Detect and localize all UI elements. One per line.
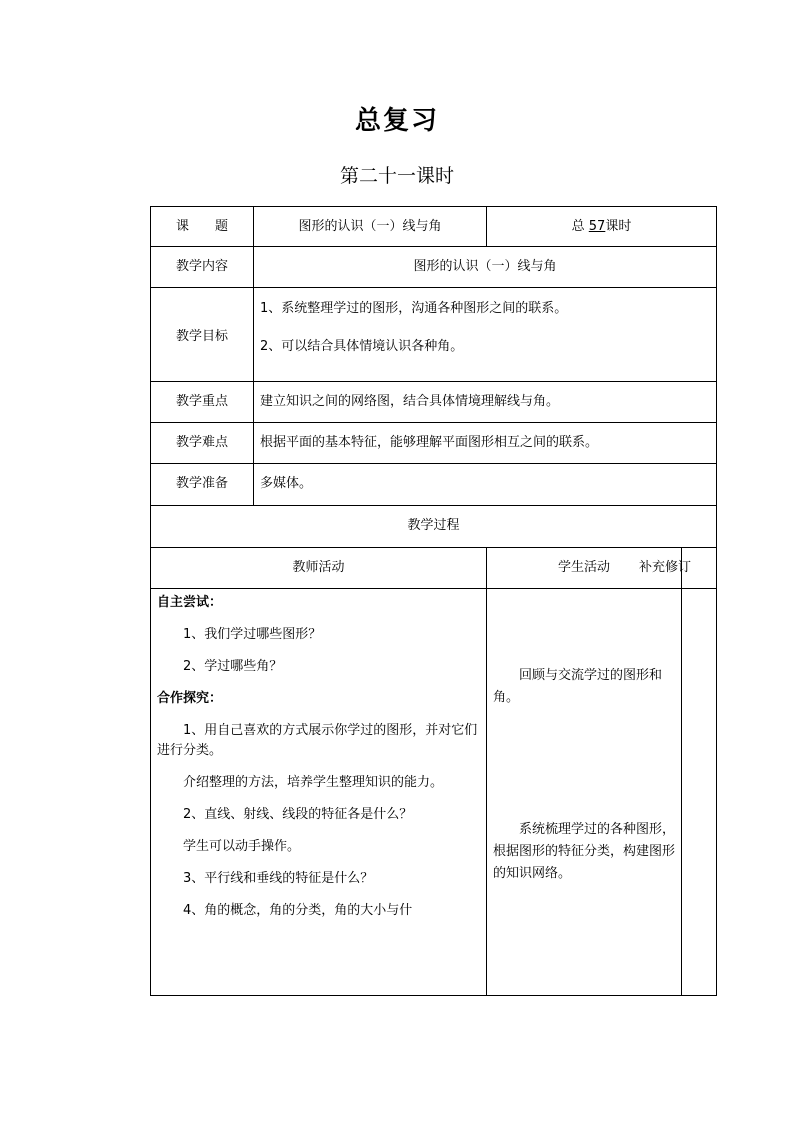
- section-heading: 合作探究：: [157, 691, 223, 706]
- lesson-number: 第二十一课时: [339, 165, 454, 187]
- teacher-item: 介绍整理的方法，培养学生整理知识的能力。: [183, 775, 444, 790]
- objective-item: 1、系统整理学过的图形，沟通各种图形之间的联系。: [260, 301, 568, 316]
- objective-item: 2、可以结合具体情境认识各种角。: [260, 339, 464, 354]
- teacher-item: 学生可以动手操作。: [183, 839, 301, 854]
- student-item: 回顾与交流学过的图形和角。: [493, 668, 663, 705]
- difficulties-label: 教学难点: [151, 423, 254, 464]
- topic-label: 课 题: [151, 207, 254, 247]
- process-body-row: [151, 589, 717, 996]
- teacher-item: 1、我们学过哪些图形？: [183, 627, 322, 642]
- process-header-row: [151, 506, 717, 548]
- key-points-value: 建立知识之间的网络图，结合具体情境理解线与角。: [254, 382, 717, 423]
- topic-row: [151, 207, 717, 247]
- preparation-label: 教学准备: [151, 464, 254, 506]
- teacher-item: 2、直线、射线、线段的特征各是什么？: [183, 807, 413, 822]
- teacher-item: 2、学过哪些角？: [183, 659, 283, 674]
- total-suffix: 课时: [605, 219, 632, 234]
- teacher-item: 1、用自己喜欢的方式展示你学过的图形，并对它们进行分类。: [157, 723, 478, 758]
- topic-value: 图形的认识（一）线与角: [254, 207, 487, 247]
- content-label: 教学内容: [151, 247, 254, 288]
- column-header-row: [151, 548, 717, 589]
- content-value: 图形的认识（一）线与角: [254, 247, 717, 288]
- preparation-row: [151, 464, 717, 506]
- total-number: 57: [588, 219, 606, 234]
- teacher-column-header: 教师活动: [151, 548, 487, 589]
- document-title: 总复习: [354, 106, 439, 136]
- student-activity-cell: [487, 589, 682, 996]
- teacher-item: 4、角的概念，角的分类，角的大小与什: [183, 903, 413, 918]
- objectives-label: 教学目标: [151, 288, 254, 382]
- teacher-item: 3、平行线和垂线的特征是什么？: [183, 871, 374, 886]
- objectives-row: [151, 288, 717, 382]
- total-prefix: 总: [571, 219, 589, 234]
- student-item: 系统梳理学过的各种图形，根据图形的特征分类，构建图形的知识网络。: [493, 822, 676, 881]
- revision-cell: [682, 589, 717, 996]
- difficulties-value: 根据平面的基本特征，能够理解平面图形相互之间的联系。: [254, 423, 717, 464]
- section-heading: 自主尝试：: [157, 595, 223, 610]
- student-column-header: 学生活动: [487, 548, 682, 589]
- preparation-value: 多媒体。: [254, 464, 717, 506]
- teacher-activity-cell: [151, 589, 487, 996]
- key-points-label: 教学重点: [151, 382, 254, 423]
- objectives-value: [254, 288, 717, 382]
- difficulties-row: [151, 423, 717, 464]
- key-points-row: [151, 382, 717, 423]
- revision-column-header: 补充修订: [682, 548, 717, 589]
- lesson-plan-table: [150, 206, 717, 996]
- content-row: [151, 247, 717, 288]
- process-header: 教学过程: [151, 506, 717, 548]
- total-lessons: [487, 207, 717, 247]
